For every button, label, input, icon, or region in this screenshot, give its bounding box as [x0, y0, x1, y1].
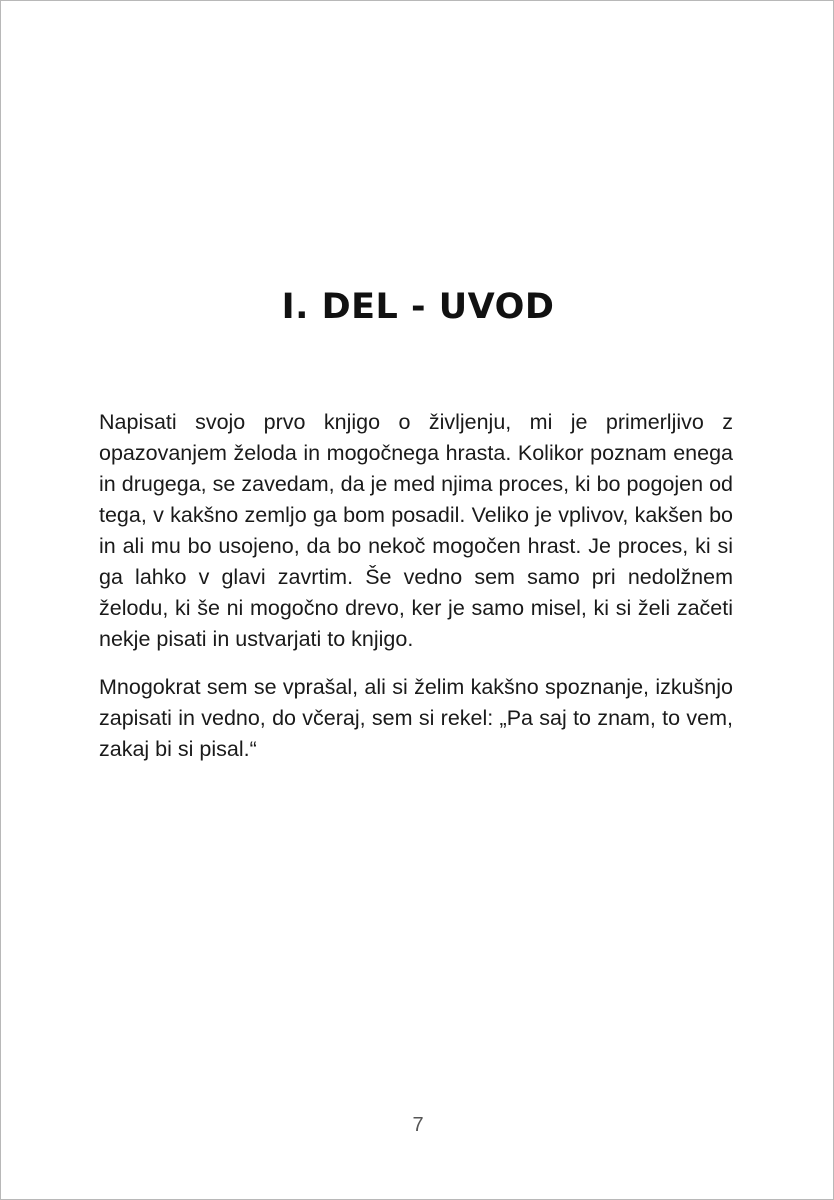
paragraph-2: Mnogokrat sem se vprašal, ali si želim kakšno spoznanje, izkušnjo zapisati in vedno, do včeraj, sem si rekel: „Pa saj to znam, to vem, zakaj bi si pisal.“: [99, 675, 733, 761]
chapter-body: [99, 407, 733, 782]
chapter-title: I. DEL - UVOD: [281, 287, 555, 327]
paragraph-1: Napisati svojo prvo knjigo o življenju, mi je primerljivo z opazovanjem želoda in mogočnega hrasta. Kolikor poznam enega in drugega, se zavedam, da je med njima proces, ki bo pogojen od tega, v kakšno zemljo ga bom posadil. Veliko je vplivov, kakšen bo in ali mu bo usojeno, da bo nekoč mogočen hrast. Je proces, ki si ga lahko v glavi zavrtim. Še vedno sem samo pri nedolžnem želodu, ki še ni mogočno drevo, ker je samo misel, ki si želi začeti nekje pisati in ustvarjati to knjigo.: [99, 410, 733, 651]
page-number: 7: [412, 1114, 424, 1136]
